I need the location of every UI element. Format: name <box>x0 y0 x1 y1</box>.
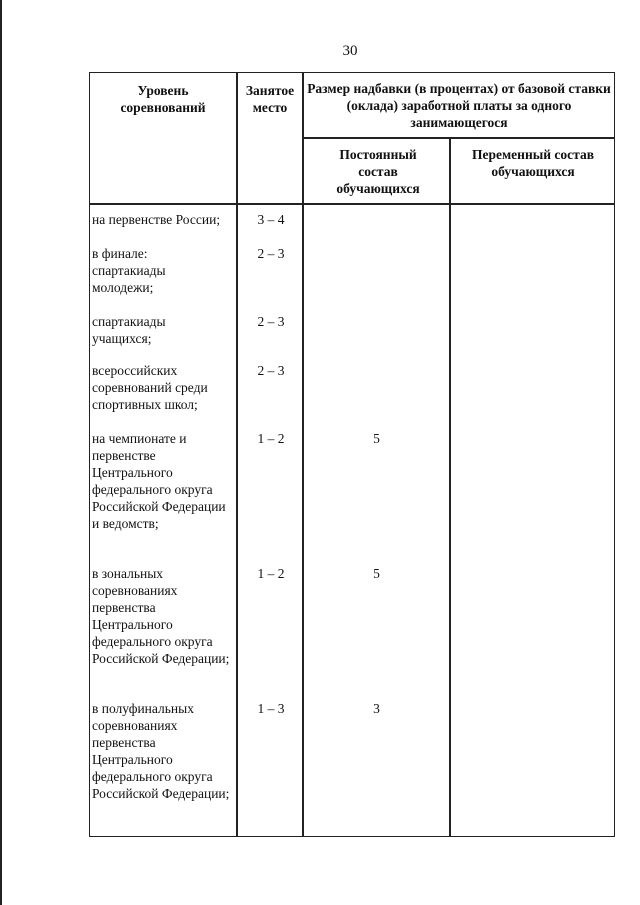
header-variable: Переменный состав обучающихся <box>471 147 594 179</box>
header-subdivider <box>302 137 615 139</box>
row-level: в полуфинальных соревнованиях первенства Центрального федерального округа Российской Федерации; <box>92 701 230 801</box>
row-level: спартакиады учащихся; <box>92 314 166 346</box>
page-number: 30 <box>342 43 358 59</box>
row-place: 1 – 2 <box>257 566 285 581</box>
row-place: 2 – 3 <box>257 314 285 329</box>
row-place: 2 – 3 <box>257 246 285 261</box>
header-bottom-line <box>89 203 615 205</box>
row-permanent: 3 <box>373 701 380 716</box>
col-divider-2 <box>302 72 304 837</box>
row-level: в зональных соревнованиях первенства Центрального федерального округа Российской Федерации; <box>92 566 230 666</box>
header-level: Уровень соревнований <box>120 83 206 115</box>
row-permanent: 5 <box>373 566 380 581</box>
col-divider-1 <box>236 72 238 837</box>
row-permanent: 5 <box>373 431 380 446</box>
row-level: на первенстве России; <box>92 212 221 227</box>
header-place: Занятое место <box>245 83 295 115</box>
scan-edge <box>0 0 2 905</box>
row-place: 2 – 3 <box>257 363 285 378</box>
header-permanent: Постоянный состав обучающихся <box>336 147 420 196</box>
row-level: в финале: спартакиады молодежи; <box>92 246 166 295</box>
col-divider-3 <box>449 138 451 837</box>
row-place: 1 – 2 <box>257 431 285 446</box>
row-place: 1 – 3 <box>257 701 285 716</box>
header-bonus: Размер надбавки (в процентах) от базовой ставки (оклада) заработной платы за одного занимающегося <box>307 81 611 130</box>
row-place: 3 – 4 <box>257 212 285 227</box>
row-level: на чемпионате и первенстве Центрального федерального округа Российской Федерации и ведомств; <box>92 431 226 531</box>
row-level: всероссийских соревнований среди спортивных школ; <box>92 363 208 412</box>
